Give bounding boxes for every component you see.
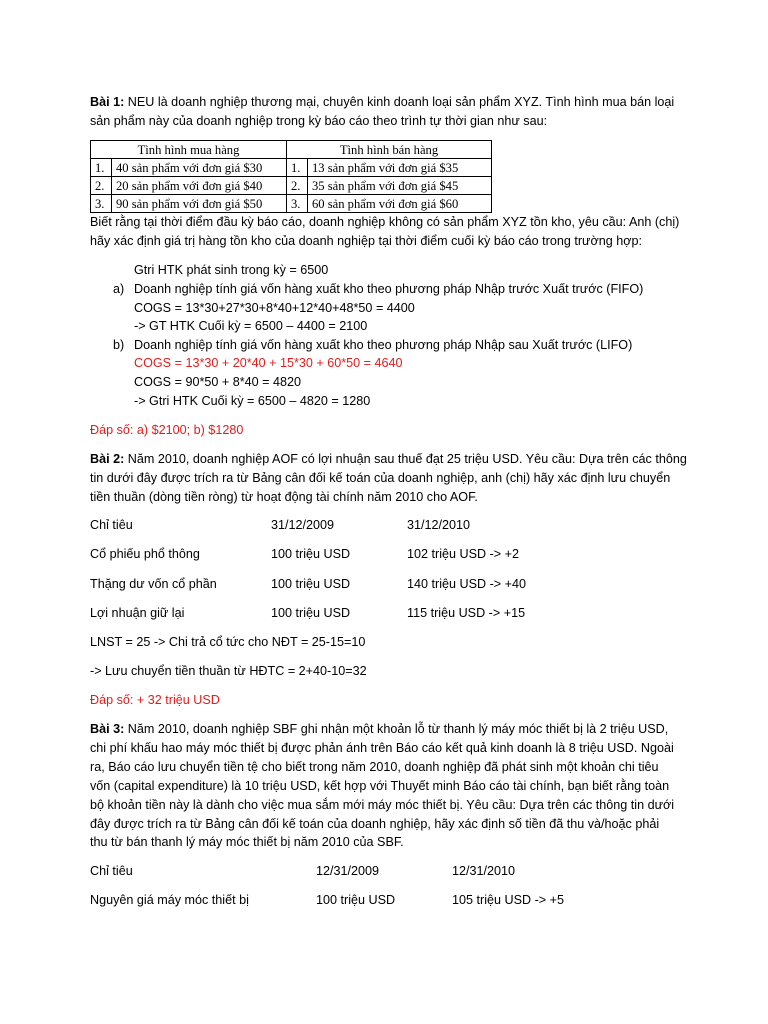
bai1-answer: Đáp số: a) $2100; b) $1280 <box>90 423 244 437</box>
bai2-row-2009: 100 triệu USD <box>271 606 351 620</box>
bai2-row-2010: 115 triệu USD -> +15 <box>407 606 526 620</box>
bai2-header-chitieu: Chỉ tiêu <box>90 518 133 532</box>
buy-cell: 90 sản phẩm với đơn giá $50 <box>112 195 287 213</box>
bai3-intro-line-7: thu từ bán thanh lý máy móc thiết bị năm 2010 của SBF. <box>90 835 404 849</box>
buy-index: 2. <box>91 177 112 195</box>
bai1-intro-line-2: sản phẩm này của doanh nghiệp trong kỳ báo cáo theo trình tự thời gian như sau: <box>90 114 548 128</box>
bai1-b-cogs-red: COGS = 13*30 + 20*40 + 15*30 + 60*50 = 4640 <box>134 356 403 370</box>
bai2-row-label: Lợi nhuận giữ lại <box>90 606 185 620</box>
bai1-a-cogs: COGS = 13*30+27*30+8*40+12*40+48*50 = 4400 <box>134 301 415 315</box>
bai3-intro-line-6: đây được trích ra từ Bảng cân đối kế toán của doanh nghiệp, hãy xác định số tiền đã thu và/hoặc phải <box>90 817 660 831</box>
bai3-row-2009: 100 triệu USD <box>316 893 396 907</box>
bai3-intro-line-5: bộ khoản tiền này là dành cho việc mua sắm mới máy móc thiết bị. Yêu cầu: Dựa trên các thông tin dưới <box>90 798 675 812</box>
bai1-a-label: a) <box>113 282 125 296</box>
sell-cell: 60 sản phẩm với đơn giá $60 <box>308 195 492 213</box>
buy-index: 3. <box>91 195 112 213</box>
bai2-lnst: LNST = 25 -> Chi trả cổ tức cho NĐT = 25-15=10 <box>90 635 366 649</box>
bai1-after-line-1: Biết rằng tại thời điểm đầu kỳ báo cáo, doanh nghiệp không có sản phẩm XYZ tồn kho, yêu cầu: Anh (chị) <box>90 215 680 229</box>
bai1-after-line-2: hãy xác định giá trị hàng tồn kho của doanh nghiệp tại thời điểm cuối kỳ báo cáo trong trường hợp: <box>90 234 642 248</box>
bai1-b-result: -> Gtri HTK Cuối kỳ = 6500 – 4820 = 1280 <box>134 394 371 408</box>
table-header-row <box>91 141 492 159</box>
sell-index: 1. <box>287 159 308 177</box>
bai3-intro-line-1: Bài 3: Năm 2010, doanh nghiệp SBF ghi nhận một khoản lỗ từ thanh lý máy móc thiết bị là 2 triệu USD, <box>90 722 669 736</box>
bai2-answer: Đáp số: + 32 triệu USD <box>90 693 220 707</box>
bai2-row-2009: 100 triệu USD <box>271 577 351 591</box>
buy-header: Tình hình mua hàng <box>91 141 287 159</box>
bai3-row-2010: 105 triệu USD -> +5 <box>452 893 565 907</box>
sell-cell: 13 sản phẩm với đơn giá $35 <box>308 159 492 177</box>
bai1-label: Bài 1: <box>90 95 125 109</box>
bai1-b-label: b) <box>113 338 125 352</box>
bai1-intro-line-1: Bài 1: NEU là doanh nghiệp thương mại, chuyên kinh doanh loại sản phẩm XYZ. Tình hình mua bán loại <box>90 95 675 109</box>
bai3-intro-line-3: ra, Báo cáo lưu chuyển tiền tệ cho biết trong năm 2010, doanh nghiệp đã phát sinh một khoản chi tiêu <box>90 760 659 774</box>
bai1-b-text: Doanh nghiệp tính giá vốn hàng xuất kho theo phương pháp Nhập sau Xuất trước (LIFO) <box>134 338 633 352</box>
bai3-intro-line-4: vốn (capital expenditure) là 10 triệu USD, kết hợp với Thuyết minh Báo cáo tài chính, bạn biết rằng toàn <box>90 779 670 793</box>
buy-sell-table <box>90 140 492 213</box>
bai3-header-chitieu: Chỉ tiêu <box>90 864 133 878</box>
bai1-a-text: Doanh nghiệp tính giá vốn hàng xuất kho theo phương pháp Nhập trước Xuất trước (FIFO) <box>134 282 644 296</box>
sell-cell: 35 sản phẩm với đơn giá $45 <box>308 177 492 195</box>
bai2-row-label: Thặng dư vốn cổ phần <box>90 577 217 591</box>
table-row <box>91 177 492 195</box>
buy-index: 1. <box>91 159 112 177</box>
buy-cell: 40 sản phẩm với đơn giá $30 <box>112 159 287 177</box>
table-row <box>91 195 492 213</box>
bai2-header-2009: 31/12/2009 <box>271 518 335 532</box>
sell-index: 2. <box>287 177 308 195</box>
bai1-b-cogs: COGS = 90*50 + 8*40 = 4820 <box>134 375 301 389</box>
bai2-intro-line-2: tin dưới đây được trích ra từ Bảng cân đối kế toán của doanh nghiệp, anh (chị) hãy xác định lưu chuyển <box>90 471 671 485</box>
bai3-row-label: Nguyên giá máy móc thiết bị <box>90 893 249 907</box>
bai2-header-2010: 31/12/2010 <box>407 518 471 532</box>
bai2-row-2010: 102 triệu USD -> +2 <box>407 547 520 561</box>
bai2-row-2010: 140 triệu USD -> +40 <box>407 577 527 591</box>
bai2-label: Bài 2: <box>90 452 125 466</box>
bai1-a-result: -> GT HTK Cuối kỳ = 6500 – 4400 = 2100 <box>134 319 368 333</box>
bai1-gtri: Gtri HTK phát sinh trong kỳ = 6500 <box>134 263 329 277</box>
bai2-intro-line-3: tiền thuần (dòng tiền ròng) từ hoạt động tài chính năm 2010 cho AOF. <box>90 490 478 504</box>
table-row <box>91 159 492 177</box>
buy-cell: 20 sản phẩm với đơn giá $40 <box>112 177 287 195</box>
bai3-intro-line-2: chi phí khấu hao máy móc thiết bị được phản ánh trên Báo cáo kết quả kinh doanh là 8 triệu USD. Ngoài <box>90 741 674 755</box>
bai3-label: Bài 3: <box>90 722 125 736</box>
bai3-header-2010: 12/31/2010 <box>452 864 516 878</box>
bai2-row-label: Cổ phiếu phổ thông <box>90 547 200 561</box>
bai2-luu-chuyen: -> Lưu chuyển tiền thuần từ HĐTC = 2+40-10=32 <box>90 664 367 678</box>
sell-index: 3. <box>287 195 308 213</box>
bai3-header-2009: 12/31/2009 <box>316 864 380 878</box>
bai2-intro-line-1: Bài 2: Năm 2010, doanh nghiệp AOF có lợi nhuận sau thuế đạt 25 triệu USD. Yêu cầu: Dựa trên các thông <box>90 452 687 466</box>
sell-header: Tình hình bán hàng <box>287 141 492 159</box>
bai2-row-2009: 100 triệu USD <box>271 547 351 561</box>
